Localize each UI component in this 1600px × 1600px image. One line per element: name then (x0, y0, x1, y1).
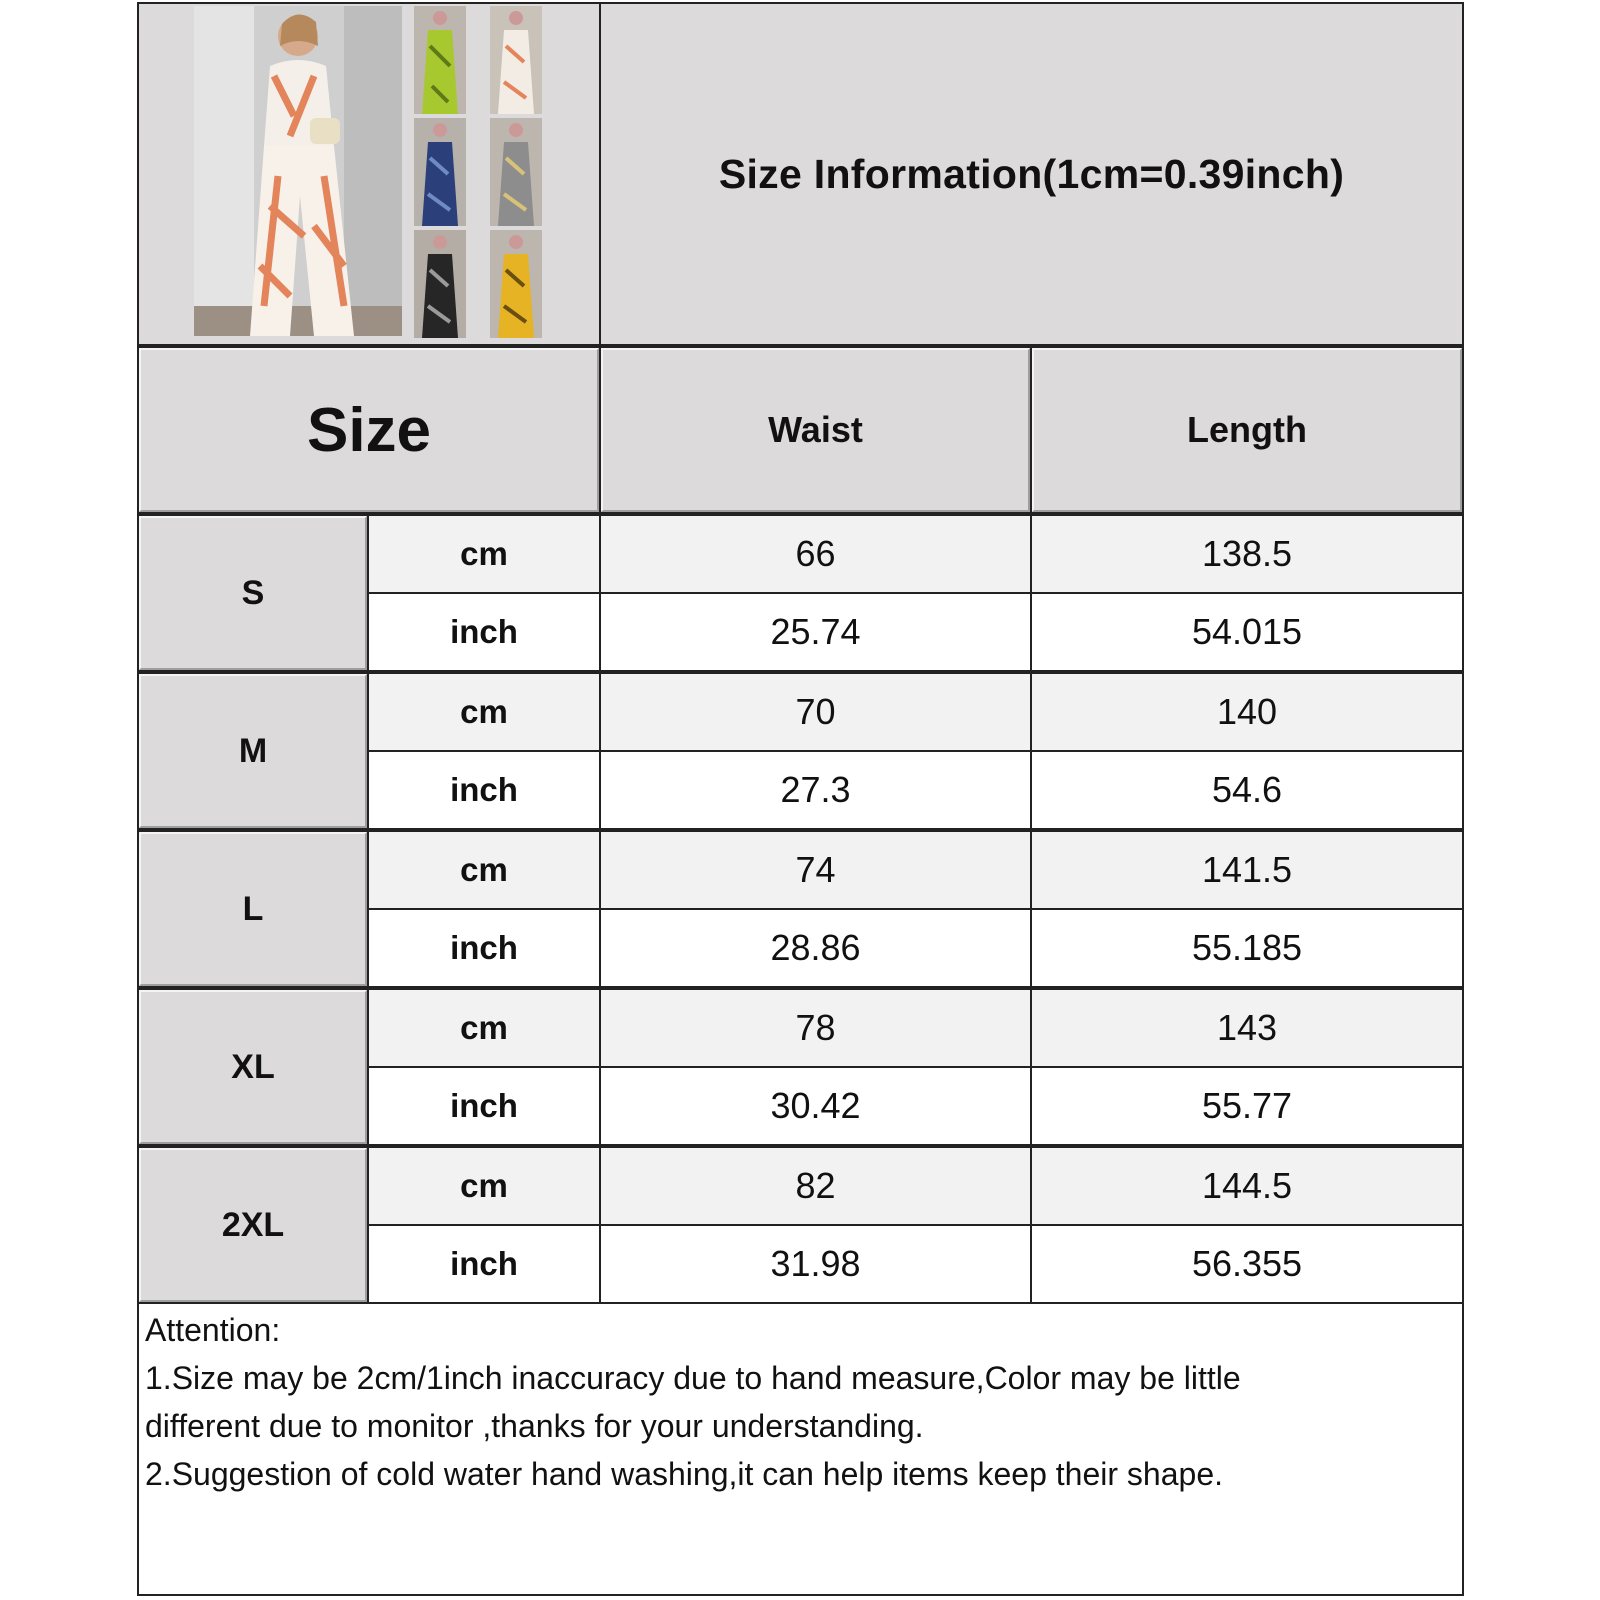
note-line: 2.Suggestion of cold water hand washing,it can help items keep their shape. (145, 1456, 1223, 1492)
title-cell (601, 4, 1462, 344)
value: 30.42 (770, 1085, 861, 1126)
variant-navy-thumb (414, 118, 466, 226)
size-label: XL (231, 1047, 275, 1086)
size-label: L (242, 889, 264, 928)
size-cell-l (139, 832, 367, 986)
note-line: 1.Size may be 2cm/1inch inaccuracy due to hand measure,Color may be little (145, 1360, 1241, 1396)
note-line: different due to monitor ,thanks for your understanding. (145, 1408, 924, 1444)
variant-orange-white-thumb (490, 6, 542, 114)
size-label: S (241, 573, 265, 612)
divider (1030, 344, 1032, 1304)
divider (367, 750, 1464, 752)
value: 141.5 (1201, 849, 1293, 890)
length-cm-cell (1032, 1148, 1462, 1224)
value: 70 (795, 691, 836, 732)
size-cell-xl (139, 990, 367, 1144)
value: 78 (795, 1007, 836, 1048)
unit-label: inch (450, 1245, 518, 1282)
size-cell-s (139, 516, 367, 670)
value: 138.5 (1201, 533, 1293, 574)
value: 55.185 (1191, 927, 1303, 968)
unit-label: inch (450, 929, 518, 966)
waist-cm-cell (601, 1148, 1030, 1224)
length-cm-cell (1032, 990, 1462, 1066)
divider (137, 512, 1464, 516)
unit-cell-inch (369, 752, 599, 828)
waist-column-header (601, 348, 1030, 512)
value: 56.355 (1191, 1243, 1303, 1284)
unit-cell-cm (369, 674, 599, 750)
unit-cell-cm (369, 516, 599, 592)
waist-inch-cell (601, 1226, 1030, 1302)
value: 55.77 (1201, 1085, 1293, 1126)
divider (367, 516, 369, 1304)
divider (137, 1144, 1464, 1148)
waist-inch-cell (601, 910, 1030, 986)
value: 66 (795, 533, 836, 574)
length-column-header (1032, 348, 1462, 512)
waist-cm-cell (601, 832, 1030, 908)
value: 28.86 (770, 927, 861, 968)
value: 31.98 (770, 1243, 861, 1284)
variant-lime-green-thumb (414, 6, 466, 114)
variant-grey-thumb (490, 118, 542, 226)
length-header-label: Length (1187, 409, 1307, 450)
variant-yellow-thumb (490, 230, 542, 338)
divider (367, 908, 1464, 910)
divider (137, 344, 1464, 348)
model-illustration (194, 6, 402, 336)
notes-heading: Attention: (145, 1312, 281, 1348)
waist-inch-cell (601, 1068, 1030, 1144)
unit-label: cm (460, 1009, 508, 1046)
unit-cell-inch (369, 1226, 599, 1302)
waist-header-label: Waist (768, 409, 863, 450)
divider (367, 1066, 1464, 1068)
attention-notes (145, 1306, 1455, 1498)
unit-cell-cm (369, 990, 599, 1066)
size-cell-m (139, 674, 367, 828)
length-inch-cell (1032, 1068, 1462, 1144)
waist-cm-cell (601, 516, 1030, 592)
unit-cell-inch (369, 1068, 599, 1144)
unit-label: inch (450, 613, 518, 650)
length-cm-cell (1032, 832, 1462, 908)
divider (137, 986, 1464, 990)
divider (367, 592, 1464, 594)
value: 54.015 (1191, 611, 1303, 652)
value: 144.5 (1201, 1165, 1293, 1206)
value: 82 (795, 1165, 836, 1206)
waist-cm-cell (601, 674, 1030, 750)
value: 143 (1216, 1007, 1278, 1048)
unit-cell-cm (369, 1148, 599, 1224)
variant-black-thumb (414, 230, 466, 338)
divider (367, 1224, 1464, 1226)
length-inch-cell (1032, 1226, 1462, 1302)
size-label: 2XL (221, 1205, 285, 1244)
size-cell-2xl (139, 1148, 367, 1302)
unit-label: cm (460, 693, 508, 730)
divider (137, 670, 1464, 674)
unit-cell-cm (369, 832, 599, 908)
unit-label: cm (460, 1167, 508, 1204)
waist-inch-cell (601, 752, 1030, 828)
length-inch-cell (1032, 594, 1462, 670)
length-cm-cell (1032, 516, 1462, 592)
unit-cell-inch (369, 594, 599, 670)
waist-inch-cell (601, 594, 1030, 670)
unit-label: inch (450, 1087, 518, 1124)
value: 54.6 (1211, 769, 1283, 810)
waist-cm-cell (601, 990, 1030, 1066)
divider (599, 2, 601, 1304)
length-cm-cell (1032, 674, 1462, 750)
unit-cell-inch (369, 910, 599, 986)
size-label: M (238, 731, 268, 770)
divider (137, 1302, 1464, 1304)
value: 27.3 (780, 769, 851, 810)
size-column-header (139, 348, 599, 512)
value: 140 (1216, 691, 1278, 732)
value: 74 (795, 849, 836, 890)
page-title: Size Information(1cm=0.39inch) (718, 150, 1345, 197)
size-header-label: Size (306, 395, 432, 465)
divider (137, 828, 1464, 832)
length-inch-cell (1032, 910, 1462, 986)
unit-label: cm (460, 851, 508, 888)
unit-label: inch (450, 771, 518, 808)
unit-label: cm (460, 535, 508, 572)
value: 25.74 (770, 611, 861, 652)
product-photo (194, 6, 402, 336)
length-inch-cell (1032, 752, 1462, 828)
